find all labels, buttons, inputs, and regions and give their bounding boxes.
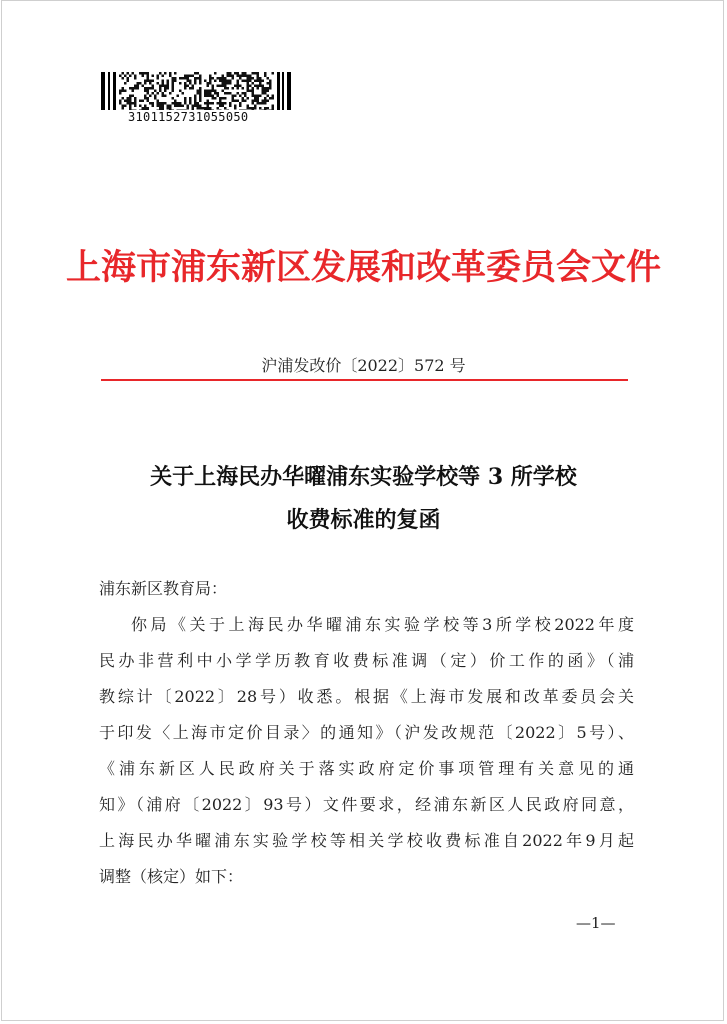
- barcode-number: 3101152731055050: [128, 110, 249, 124]
- document-number: 沪浦发改价〔2022〕572 号: [261, 356, 466, 375]
- body-line-2: 民办非营利中小学学历教育收费标准调（定）价工作的函》（浦: [99, 651, 634, 670]
- addressee: 浦东新区教育局：: [99, 579, 228, 598]
- barcode-image: [101, 72, 291, 110]
- body-line-1: 你局《关于上海民办华曜浦东实验学校等3所学校2022年度: [131, 615, 634, 634]
- body-line-6: 知》（浦府〔2022〕93号）文件要求，经浦东新区人民政府同意，: [99, 795, 634, 814]
- document-title-line-2: 收费标准的复函: [286, 507, 441, 533]
- page-number: —1—: [576, 914, 616, 932]
- agency-header: 上海市浦东新区发展和改革委员会文件: [65, 247, 661, 288]
- body-line-7: 上海民办华曜浦东实验学校等相关学校收费标准自2022年9月起: [99, 831, 634, 850]
- red-divider-line: [101, 379, 628, 381]
- body-line-5: 《浦东新区人民政府关于落实政府定价事项管理有关意见的通: [99, 759, 634, 778]
- document-title-line-1: 关于上海民办华曜浦东实验学校等 3 所学校: [150, 464, 577, 490]
- body-line-4: 于印发〈上海市定价目录〉的通知》（沪发改规范〔2022〕5号）、: [99, 723, 634, 742]
- body-line-8: 调整（核定）如下：: [99, 867, 244, 886]
- body-line-3: 教综计〔2022〕28号）收悉。根据《上海市发展和改革委员会关: [99, 687, 634, 706]
